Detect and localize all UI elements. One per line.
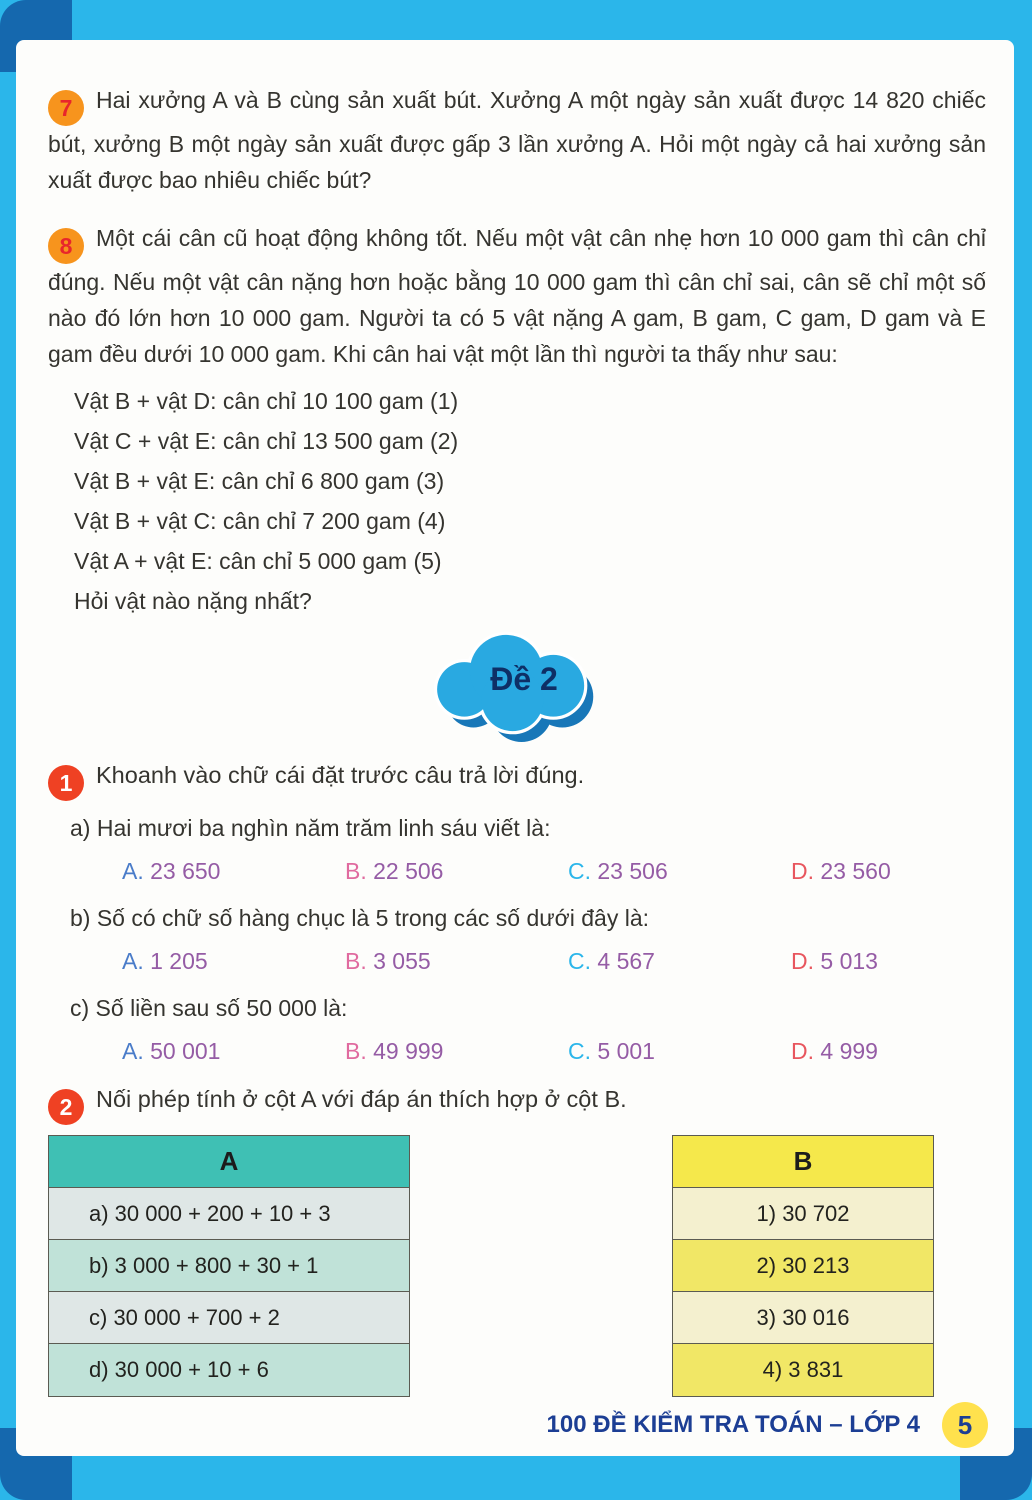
- page-footer: [547, 1402, 988, 1448]
- question-2-badge: [48, 1089, 84, 1125]
- option-letter: A.: [122, 1038, 144, 1064]
- option-value: 23 506: [597, 858, 668, 884]
- option-c-A: [122, 1035, 345, 1067]
- option-a-C: [568, 855, 791, 887]
- option-a-A: [122, 855, 345, 887]
- option-letter: D.: [791, 948, 814, 974]
- option-letter: C.: [568, 948, 591, 974]
- option-value: 1 205: [150, 948, 208, 974]
- weighing-list: [74, 384, 986, 578]
- table-b-row: 1) 30 702: [673, 1188, 933, 1240]
- option-letter: C.: [568, 858, 591, 884]
- question-1: [48, 757, 986, 801]
- weighing-line-4: Vật B + vật C: cân chỉ 7 200 gam (4): [74, 508, 446, 534]
- weighing-line-5: Vật A + vật E: cân chỉ 5 000 gam (5): [74, 548, 442, 574]
- option-b-A: [122, 945, 345, 977]
- book-title: 100 ĐỀ KIỂM TRA TOÁN – LỚP 4: [546, 1411, 920, 1438]
- option-value: 5 013: [820, 948, 878, 974]
- option-c-D: [791, 1035, 878, 1067]
- question-2: [48, 1081, 986, 1125]
- option-letter: B.: [345, 1038, 367, 1064]
- options-row-a: [48, 855, 986, 887]
- problem-7-badge: [48, 90, 84, 126]
- table-b: [672, 1135, 934, 1397]
- question-1-badge: [48, 765, 84, 801]
- option-a-D: [791, 855, 891, 887]
- cloud-badge: [413, 624, 621, 742]
- option-letter: A.: [122, 858, 144, 884]
- page-number-badge: [942, 1402, 988, 1448]
- problem-7-text: Hai xưởng A và B cùng sản xuất bút. Xưởng A một ngày sản xuất được 14 820 chiếc bút, xưởng B một ngày sản xuất được gấp 3 lần xưởng A. Hỏi một ngày cả hai xưởng sản xuất được bao nhiêu chiếc bút?: [48, 87, 986, 193]
- table-a: [48, 1135, 410, 1397]
- option-b-B: [345, 945, 568, 977]
- option-value: 3 055: [373, 948, 431, 974]
- option-c-B: [345, 1035, 568, 1067]
- question-1-number: 1: [59, 770, 73, 796]
- problem-8-number: 8: [59, 233, 73, 259]
- option-b-D: [791, 945, 878, 977]
- option-value: 22 506: [373, 858, 444, 884]
- option-letter: C.: [568, 1038, 591, 1064]
- table-b-row: 3) 30 016: [673, 1292, 933, 1344]
- option-a-B: [345, 855, 568, 887]
- option-value: 4 999: [820, 1038, 878, 1064]
- option-letter: D.: [791, 858, 814, 884]
- table-a-row: d) 30 000 + 10 + 6: [49, 1344, 409, 1396]
- question-1-text: Khoanh vào chữ cái đặt trước câu trả lời đúng.: [96, 762, 585, 788]
- option-value: 4 567: [597, 948, 655, 974]
- option-value: 49 999: [373, 1038, 444, 1064]
- table-a-header: A: [49, 1136, 409, 1188]
- table-b-row: 2) 30 213: [673, 1240, 933, 1292]
- options-row-c: [48, 1035, 986, 1067]
- options-row-b: [48, 945, 986, 977]
- page-number: 5: [957, 1409, 973, 1440]
- table-b-row: 4) 3 831: [673, 1344, 933, 1396]
- section-title: Đề 2: [490, 660, 558, 697]
- subquestion-c-label: c) Số liền sau số 50 000 là:: [70, 995, 348, 1021]
- section-divider: [48, 624, 986, 747]
- option-value: 23 560: [820, 858, 891, 884]
- problem-8-text: Một cái cân cũ hoạt động không tốt. Nếu một vật cân nhẹ hơn 10 000 gam thì cân chỉ đúng. Nếu một vật cân nặng hơn hoặc bằng 10 000 gam thì cân chỉ sai, cân sẽ chỉ một số nào đó lớn hơn 10 000 gam. Người ta có 5 vật nặng A gam, B gam, C gam, D gam và E gam đều dưới 10 000 gam. Khi cân hai vật một lần thì người ta thấy như sau:: [48, 225, 986, 367]
- problem-7: [48, 82, 986, 198]
- table-a-row: c) 30 000 + 700 + 2: [49, 1292, 409, 1344]
- problem-8: [48, 220, 986, 372]
- weighing-line-1: Vật B + vật D: cân chỉ 10 100 gam (1): [74, 388, 459, 414]
- subquestion-a-label: a) Hai mươi ba nghìn năm trăm linh sáu viết là:: [70, 815, 551, 841]
- problem-7-number: 7: [59, 95, 73, 121]
- option-letter: B.: [345, 858, 367, 884]
- option-value: 50 001: [150, 1038, 221, 1064]
- question-2-text: Nối phép tính ở cột A với đáp án thích hợp ở cột B.: [96, 1086, 627, 1112]
- question-2-number: 2: [59, 1094, 73, 1120]
- option-value: 5 001: [597, 1038, 655, 1064]
- matching-tables: [48, 1135, 986, 1397]
- weighing-line-2: Vật C + vật E: cân chỉ 13 500 gam (2): [74, 428, 459, 454]
- table-b-header: B: [673, 1136, 933, 1188]
- option-letter: B.: [345, 948, 367, 974]
- page-content: [16, 40, 1014, 1456]
- table-a-row: b) 3 000 + 800 + 30 + 1: [49, 1240, 409, 1292]
- option-value: 23 650: [150, 858, 221, 884]
- option-letter: A.: [122, 948, 144, 974]
- option-letter: D.: [791, 1038, 814, 1064]
- weighing-line-3: Vật B + vật E: cân chỉ 6 800 gam (3): [74, 468, 445, 494]
- problem-8-badge: [48, 228, 84, 264]
- option-c-C: [568, 1035, 791, 1067]
- subquestion-b-label: b) Số có chữ số hàng chục là 5 trong các số dưới đây là:: [70, 905, 650, 931]
- problem-8-question: Hỏi vật nào nặng nhất?: [74, 588, 312, 614]
- option-b-C: [568, 945, 791, 977]
- table-a-row: a) 30 000 + 200 + 10 + 3: [49, 1188, 409, 1240]
